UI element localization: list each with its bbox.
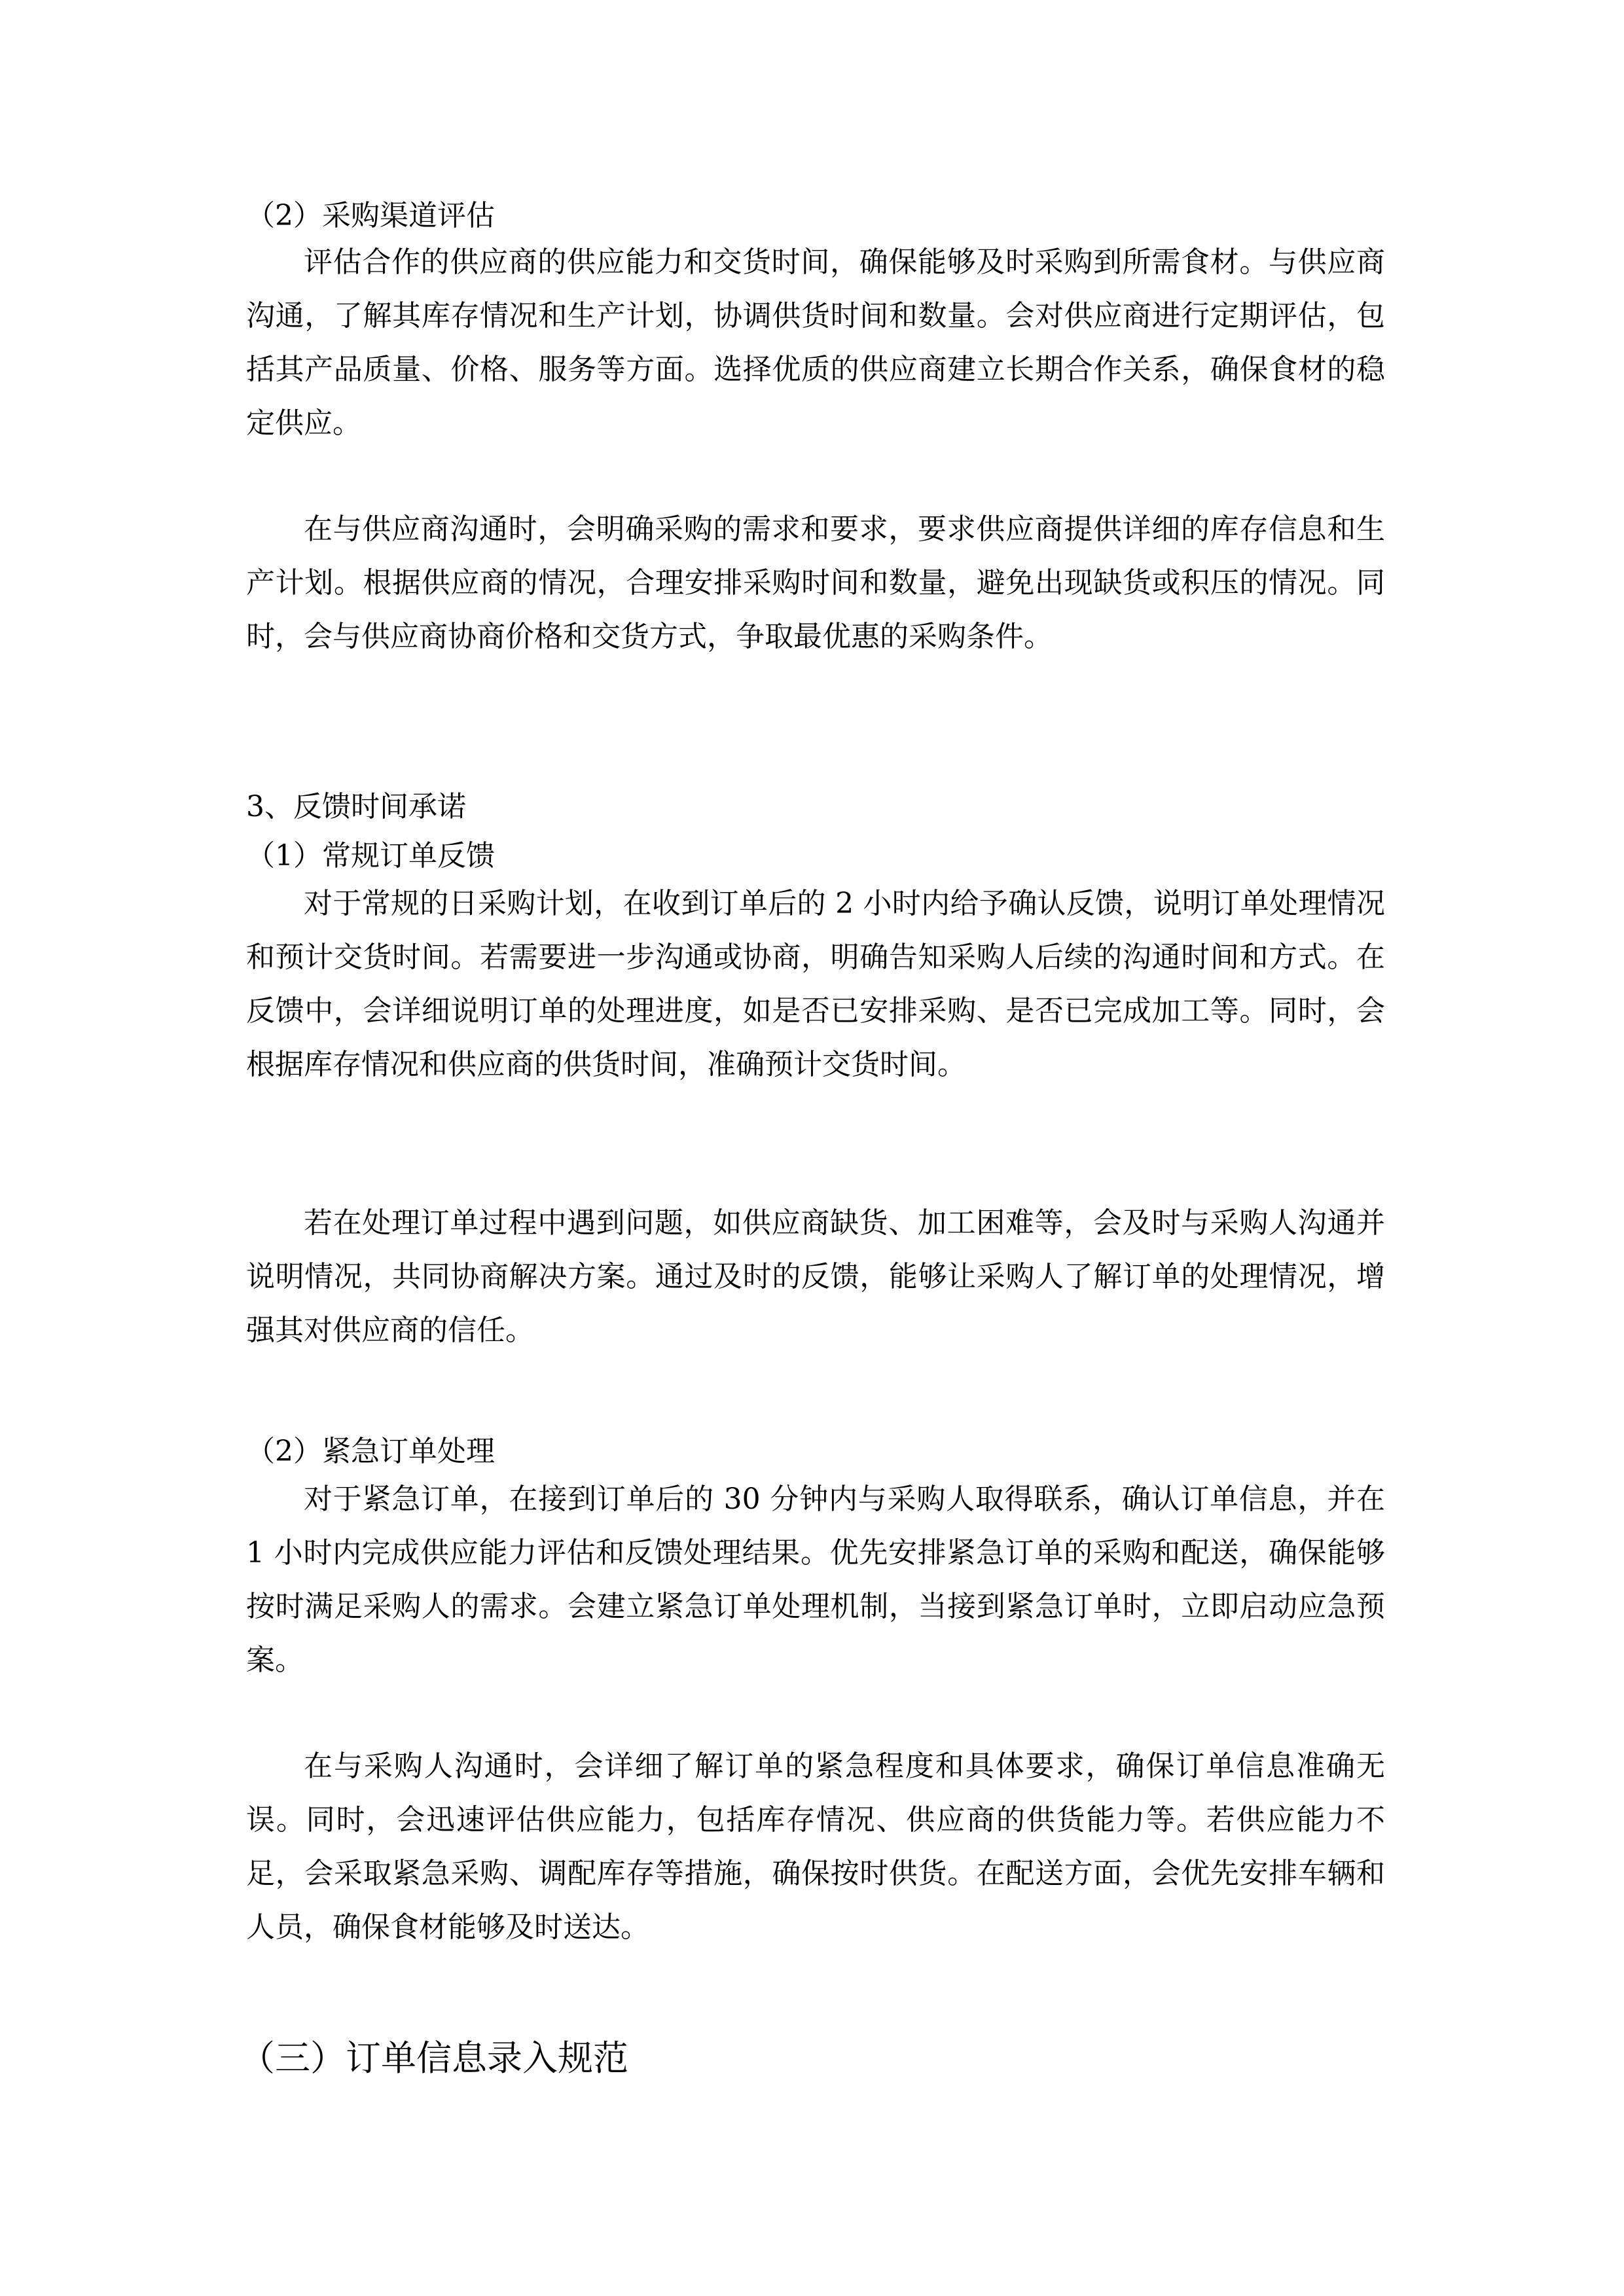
paragraph-supplier-communication: 在与供应商沟通时，会明确采购的需求和要求，要求供应商提供详细的库存信息和生产计划。根据供应商的情况，合理安排采购时间和数量，避免出现缺货或积压的情况。同时，会与供应商协商价格和交货方式，争取最优惠的采购条件。 (246, 512, 1385, 653)
subheading-feedback-time-commitment: 3、反馈时间承诺 (246, 790, 466, 823)
paragraph-regular-order-feedback: 对于常规的日采购计划，在收到订单后的 2 小时内给予确认反馈，说明订单处理情况和预计交货时间。若需要进一步沟通或协商，明确告知采购人后续的沟通时间和方式。在反馈中，会详细说明订单的处理进度，如是否已安排采购、是否已完成加工等。同时，会根据库存情况和供应商的供货时间，准确预计交货时间。 (246, 887, 1385, 1081)
section-heading-order-info-entry: （三）订单信息录入规范 (240, 2037, 628, 2079)
paragraph-supplier-evaluation: 评估合作的供应商的供应能力和交货时间，确保能够及时采购到所需食材。与供应商沟通，了解其库存情况和生产计划，协调供货时间和数量。会对供应商进行定期评估，包括其产品质量、价格、服务等方面。选择优质的供应商建立长期合作关系，确保食材的稳定供应。 (246, 245, 1385, 440)
paragraph-urgent-order-handling: 对于紧急订单，在接到订单后的 30 分钟内与采购人取得联系，确认订单信息，并在 1 小时内完成供应能力评估和反馈处理结果。优先安排紧急订单的采购和配送，确保能够按时满足采购人的需求。会建立紧急订单处理机制，当接到紧急订单时，立即启动应急预案。 (246, 1482, 1385, 1677)
subheading-procurement-channel-evaluation: （2）采购渠道评估 (246, 199, 495, 232)
subheading-urgent-order-handling: （2）紧急订单处理 (246, 1435, 495, 1468)
paragraph-order-problem-handling: 若在处理订单过程中遇到问题，如供应商缺货、加工困难等，会及时与采购人沟通并说明情况，共同协商解决方案。通过及时的反馈，能够让采购人了解订单的处理情况，增强其对供应商的信任。 (246, 1206, 1385, 1347)
subheading-regular-order-feedback: （1）常规订单反馈 (246, 839, 495, 872)
paragraph-urgent-order-communication: 在与采购人沟通时，会详细了解订单的紧急程度和具体要求，确保订单信息准确无误。同时，会迅速评估供应能力，包括库存情况、供应商的供货能力等。若供应能力不足，会采取紧急采购、调配库存等措施，确保按时供货。在配送方面，会优先安排车辆和人员，确保食材能够及时送达。 (246, 1749, 1385, 1944)
